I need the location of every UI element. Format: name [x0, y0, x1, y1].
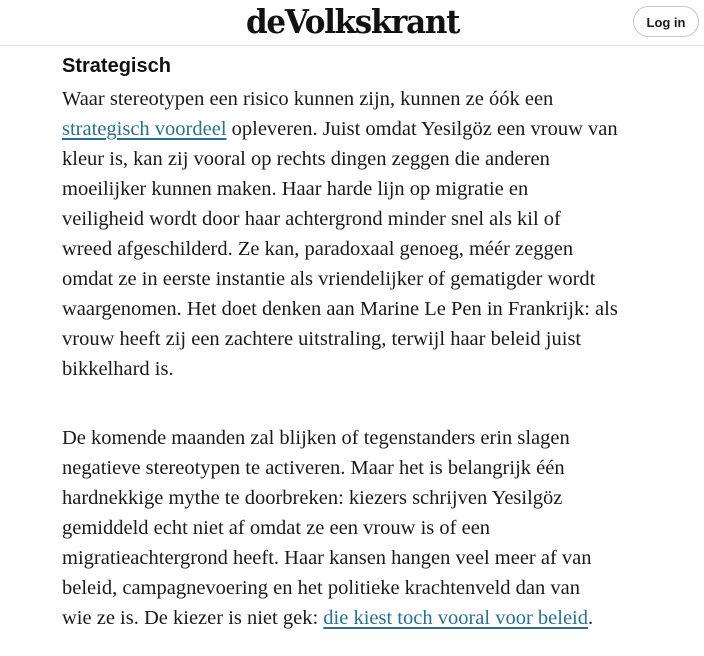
- paragraph-line: [62, 603, 664, 633]
- paragraph-line: kleur is, kan zij vooral op rechts dingen zeggen die anderen: [62, 148, 550, 170]
- article-paragraph-2: [62, 423, 664, 633]
- paragraph-line: omdat ze in eerste instantie als vriendelijker of gematigder wordt: [62, 268, 596, 290]
- paragraph-line: waargenomen. Het doet denken aan Marine Le Pen in Frankrijk: als: [62, 298, 618, 320]
- login-button[interactable]: Log in: [633, 6, 699, 37]
- paragraph-line: negatieve stereotypen te activeren. Maar het is belangrijk één: [62, 457, 565, 479]
- strategic-advantage-link[interactable]: strategisch voordeel: [62, 118, 227, 140]
- article-paragraph-1: [62, 84, 664, 384]
- paragraph-line: migratieachtergrond heeft. Haar kansen hangen veel meer af van: [62, 547, 592, 569]
- paragraph-line-text: .: [588, 607, 594, 629]
- paragraph-line: Waar stereotypen een risico kunnen zijn, kunnen ze óók een: [62, 88, 554, 110]
- paragraph-line: moeilijker kunnen maken. Haar harde lijn op migratie en: [62, 178, 529, 200]
- paragraph-line: gemiddeld echt niet af omdat ze een vrouw is of een: [62, 517, 491, 539]
- paragraph-line: beleid, campagnevoering en het politieke krachtenveld dan van: [62, 577, 580, 599]
- section-heading: Strategisch: [62, 55, 171, 77]
- paragraph-line: De komende maanden zal blijken of tegenstanders erin slagen: [62, 427, 570, 449]
- paragraph-line-text: wie ze is. De kiezer is niet gek:: [62, 607, 324, 629]
- top-navigation-bar: [0, 0, 704, 46]
- paragraph-line: bikkelhard is.: [62, 358, 174, 380]
- paragraph-line: veiligheid wordt door haar achtergrond minder snel als kil of: [62, 208, 561, 230]
- paragraph-line-text: opleveren. Juist omdat Yesilgöz een vrouw van: [226, 118, 618, 140]
- paragraph-line: wreed afgeschilderd. Ze kan, paradoxaal genoeg, méér zeggen: [62, 238, 574, 260]
- paragraph-line: [62, 114, 664, 144]
- paragraph-line: hardnekkige mythe te doorbreken: kiezers schrijven Yesilgöz: [62, 487, 563, 509]
- paragraph-line: vrouw heeft zij een zachtere uitstraling, terwijl haar beleid juist: [62, 328, 582, 350]
- volkskrant-logo[interactable]: deVolkskrant: [246, 2, 460, 41]
- vote-for-policy-link[interactable]: die kiest toch vooral voor beleid: [323, 607, 588, 629]
